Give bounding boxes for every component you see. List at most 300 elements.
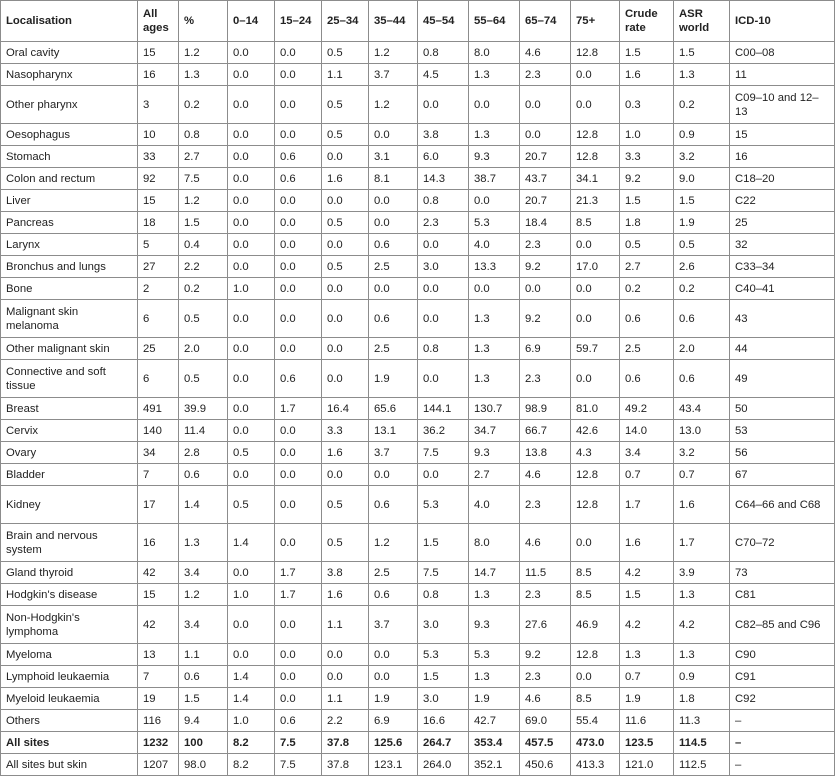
table-cell: 0.0 xyxy=(369,666,418,688)
table-cell: 0.0 xyxy=(369,190,418,212)
table-cell: 0.9 xyxy=(674,124,730,146)
table-cell: 6.9 xyxy=(369,710,418,732)
row-label: Stomach xyxy=(1,146,138,168)
table-cell: 0.0 xyxy=(418,278,469,300)
table-cell: 9.0 xyxy=(674,168,730,190)
table-cell: 0.2 xyxy=(620,278,674,300)
table-cell: 0.0 xyxy=(228,86,275,124)
row-label: Nasopharynx xyxy=(1,64,138,86)
table-cell: 18.4 xyxy=(520,212,571,234)
table-cell: 38.7 xyxy=(469,168,520,190)
table-cell: 1.1 xyxy=(322,64,369,86)
table-row xyxy=(1,168,835,190)
table-cell: 50 xyxy=(730,398,835,420)
column-header: 15–24 xyxy=(275,1,322,42)
table-cell: 0.0 xyxy=(418,464,469,486)
table-cell: 0.0 xyxy=(571,360,620,398)
table-cell: C40–41 xyxy=(730,278,835,300)
table-cell: 1.3 xyxy=(179,524,228,562)
row-label: Other malignant skin xyxy=(1,338,138,360)
table-cell: 0.5 xyxy=(179,300,228,338)
table-cell: 0.0 xyxy=(322,338,369,360)
table-cell: 5.3 xyxy=(418,486,469,524)
table-cell: 1.5 xyxy=(418,666,469,688)
table-cell: 0.0 xyxy=(418,86,469,124)
table-cell: 0.0 xyxy=(571,64,620,86)
table-cell: 65.6 xyxy=(369,398,418,420)
table-cell: 1.2 xyxy=(369,42,418,64)
table-cell: 0.6 xyxy=(620,300,674,338)
table-cell: 2.6 xyxy=(674,256,730,278)
table-cell: 0.6 xyxy=(275,360,322,398)
column-header: All ages xyxy=(138,1,179,42)
table-cell: 1.6 xyxy=(674,486,730,524)
table-cell: 0.0 xyxy=(322,464,369,486)
table-cell: 3.2 xyxy=(674,146,730,168)
table-cell: 1.1 xyxy=(322,688,369,710)
table-cell: 353.4 xyxy=(469,732,520,754)
table-cell: 1.7 xyxy=(620,486,674,524)
table-cell: 0.0 xyxy=(228,168,275,190)
table-cell: 6 xyxy=(138,300,179,338)
row-label: Oesophagus xyxy=(1,124,138,146)
table-cell: 0.0 xyxy=(275,442,322,464)
table-cell: 13 xyxy=(138,644,179,666)
table-cell: 0.8 xyxy=(179,124,228,146)
table-cell: 13.0 xyxy=(674,420,730,442)
table-cell: 7.5 xyxy=(275,732,322,754)
table-cell: 0.0 xyxy=(322,278,369,300)
table-row xyxy=(1,42,835,64)
table-cell: 2.7 xyxy=(179,146,228,168)
table-cell: 0.7 xyxy=(620,666,674,688)
table-cell: 2.2 xyxy=(179,256,228,278)
table-cell: 15 xyxy=(730,124,835,146)
table-cell: 33 xyxy=(138,146,179,168)
table-cell: C82–85 and C96 xyxy=(730,606,835,644)
table-row xyxy=(1,190,835,212)
row-label: Oral cavity xyxy=(1,42,138,64)
table-cell: 9.3 xyxy=(469,606,520,644)
column-header: 65–74 xyxy=(520,1,571,42)
table-cell: 3.2 xyxy=(674,442,730,464)
table-cell: 11.6 xyxy=(620,710,674,732)
row-label: Breast xyxy=(1,398,138,420)
row-label: Myeloma xyxy=(1,644,138,666)
table-cell: 1.6 xyxy=(620,524,674,562)
table-cell: 0.0 xyxy=(275,420,322,442)
table-cell: 1.5 xyxy=(179,688,228,710)
table-cell: 0.0 xyxy=(369,278,418,300)
table-cell: 0.0 xyxy=(275,666,322,688)
table-cell: 42 xyxy=(138,562,179,584)
table-cell: 0.0 xyxy=(418,300,469,338)
table-cell: 0.0 xyxy=(369,644,418,666)
table-cell: 1.5 xyxy=(418,524,469,562)
table-cell: 1.6 xyxy=(322,442,369,464)
table-cell: 81.0 xyxy=(571,398,620,420)
row-label: Cervix xyxy=(1,420,138,442)
table-cell: 15 xyxy=(138,190,179,212)
table-cell: 1.4 xyxy=(228,524,275,562)
table-cell: 3.7 xyxy=(369,64,418,86)
table-cell: 27.6 xyxy=(520,606,571,644)
table-cell: 49.2 xyxy=(620,398,674,420)
table-cell: C33–34 xyxy=(730,256,835,278)
table-cell: C22 xyxy=(730,190,835,212)
table-cell: 352.1 xyxy=(469,754,520,776)
table-cell: 1.7 xyxy=(275,584,322,606)
table-cell: 413.3 xyxy=(571,754,620,776)
table-cell: 2.7 xyxy=(469,464,520,486)
table-cell: 1.6 xyxy=(322,168,369,190)
table-row xyxy=(1,644,835,666)
table-cell: 14.0 xyxy=(620,420,674,442)
row-label: Larynx xyxy=(1,234,138,256)
table-cell: 0.6 xyxy=(179,464,228,486)
table-cell: 4.2 xyxy=(620,562,674,584)
table-cell: 0.0 xyxy=(228,300,275,338)
table-cell: 0.2 xyxy=(179,278,228,300)
table-cell: 3.8 xyxy=(322,562,369,584)
table-cell: C64–66 and C68 xyxy=(730,486,835,524)
table-row xyxy=(1,146,835,168)
table-cell: 1.3 xyxy=(620,644,674,666)
table-cell: 8.5 xyxy=(571,688,620,710)
table-cell: 7.5 xyxy=(418,442,469,464)
table-cell: 0.5 xyxy=(322,42,369,64)
table-cell: 37.8 xyxy=(322,754,369,776)
column-header: 35–44 xyxy=(369,1,418,42)
table-cell: 0.6 xyxy=(179,666,228,688)
table-cell: 11.3 xyxy=(674,710,730,732)
table-cell: 0.0 xyxy=(228,398,275,420)
table-cell: 1.9 xyxy=(369,360,418,398)
table-cell: 69.0 xyxy=(520,710,571,732)
table-cell: 0.5 xyxy=(228,442,275,464)
row-label: Lymphoid leukaemia xyxy=(1,666,138,688)
table-cell: 0.5 xyxy=(322,486,369,524)
table-cell: 25 xyxy=(138,338,179,360)
table-row xyxy=(1,584,835,606)
table-row xyxy=(1,562,835,584)
column-header: Crude rate xyxy=(620,1,674,42)
table-cell: 125.6 xyxy=(369,732,418,754)
table-cell: – xyxy=(730,754,835,776)
table-cell: 1.3 xyxy=(469,124,520,146)
row-label: Ovary xyxy=(1,442,138,464)
table-cell: 1.6 xyxy=(620,64,674,86)
table-cell: 0.0 xyxy=(228,606,275,644)
table-cell: 1.5 xyxy=(674,42,730,64)
table-cell: 0.0 xyxy=(322,360,369,398)
table-cell: 1.3 xyxy=(469,584,520,606)
table-cell: 17.0 xyxy=(571,256,620,278)
column-header: ASR world xyxy=(674,1,730,42)
table-cell: 2.0 xyxy=(179,338,228,360)
table-row xyxy=(1,732,835,754)
table-cell: 1.6 xyxy=(322,584,369,606)
table-cell: 0.5 xyxy=(322,124,369,146)
table-cell: 0.0 xyxy=(228,124,275,146)
column-header: ICD-10 xyxy=(730,1,835,42)
table-cell: 0.6 xyxy=(369,300,418,338)
table-cell: 0.0 xyxy=(469,278,520,300)
table-cell: 1.9 xyxy=(369,688,418,710)
table-cell: 1.3 xyxy=(674,644,730,666)
table-cell: 13.1 xyxy=(369,420,418,442)
table-cell: 4.6 xyxy=(520,688,571,710)
table-cell: 13.8 xyxy=(520,442,571,464)
table-cell: 123.1 xyxy=(369,754,418,776)
table-cell: 5.3 xyxy=(469,644,520,666)
row-label: Connective and soft tissue xyxy=(1,360,138,398)
table-cell: C91 xyxy=(730,666,835,688)
table-cell: 6.0 xyxy=(418,146,469,168)
table-cell: 11.5 xyxy=(520,562,571,584)
table-cell: 17 xyxy=(138,486,179,524)
table-cell: 21.3 xyxy=(571,190,620,212)
table-row xyxy=(1,420,835,442)
table-cell: 3 xyxy=(138,86,179,124)
table-cell: 12.8 xyxy=(571,146,620,168)
table-cell: 7.5 xyxy=(275,754,322,776)
table-cell: 0.0 xyxy=(275,486,322,524)
table-cell: 0.0 xyxy=(571,234,620,256)
table-cell: 4.3 xyxy=(571,442,620,464)
table-cell: 114.5 xyxy=(674,732,730,754)
table-cell: 10 xyxy=(138,124,179,146)
row-label: Brain and nervous system xyxy=(1,524,138,562)
table-cell: 0.5 xyxy=(322,86,369,124)
table-cell: 1.0 xyxy=(228,710,275,732)
table-cell: 7 xyxy=(138,464,179,486)
table-cell: 1.7 xyxy=(275,562,322,584)
table-cell: C90 xyxy=(730,644,835,666)
table-cell: 43.7 xyxy=(520,168,571,190)
table-cell: 1.7 xyxy=(674,524,730,562)
table-body xyxy=(1,42,835,776)
table-cell: 14.3 xyxy=(418,168,469,190)
table-row xyxy=(1,212,835,234)
table-cell: 0.5 xyxy=(620,234,674,256)
table-cell: C70–72 xyxy=(730,524,835,562)
table-cell: 20.7 xyxy=(520,190,571,212)
table-cell: 0.0 xyxy=(322,146,369,168)
table-row xyxy=(1,278,835,300)
table-cell: 12.8 xyxy=(571,486,620,524)
table-cell: 67 xyxy=(730,464,835,486)
table-cell: 0.7 xyxy=(674,464,730,486)
table-cell: 0.5 xyxy=(322,212,369,234)
column-header: % xyxy=(179,1,228,42)
table-cell: 2.2 xyxy=(322,710,369,732)
table-cell: 0.7 xyxy=(620,464,674,486)
table-cell: 92 xyxy=(138,168,179,190)
table-cell: 4.5 xyxy=(418,64,469,86)
table-cell: 4.6 xyxy=(520,464,571,486)
table-row xyxy=(1,360,835,398)
table-cell: 0.0 xyxy=(275,86,322,124)
table-row xyxy=(1,464,835,486)
table-cell: 4.6 xyxy=(520,524,571,562)
table-row xyxy=(1,486,835,524)
table-cell: 98.0 xyxy=(179,754,228,776)
table-cell: C09–10 and 12–13 xyxy=(730,86,835,124)
table-cell: 0.0 xyxy=(520,124,571,146)
table-cell: 1.9 xyxy=(674,212,730,234)
table-cell: 44 xyxy=(730,338,835,360)
table-cell: 8.2 xyxy=(228,754,275,776)
table-cell: 73 xyxy=(730,562,835,584)
table-cell: 0.0 xyxy=(275,300,322,338)
table-cell: 2.0 xyxy=(674,338,730,360)
table-cell: 0.0 xyxy=(571,524,620,562)
row-label: Bronchus and lungs xyxy=(1,256,138,278)
table-cell: 39.9 xyxy=(179,398,228,420)
table-cell: 7.5 xyxy=(179,168,228,190)
table-cell: 121.0 xyxy=(620,754,674,776)
table-row xyxy=(1,524,835,562)
table-cell: 3.9 xyxy=(674,562,730,584)
table-cell: 4.0 xyxy=(469,486,520,524)
table-cell: 2.5 xyxy=(369,338,418,360)
table-cell: 9.4 xyxy=(179,710,228,732)
table-row xyxy=(1,442,835,464)
table-cell: 46.9 xyxy=(571,606,620,644)
column-header: 75+ xyxy=(571,1,620,42)
table-cell: 2.5 xyxy=(369,256,418,278)
table-cell: 12.8 xyxy=(571,464,620,486)
table-cell: 0.2 xyxy=(179,86,228,124)
table-cell: 12.8 xyxy=(571,644,620,666)
table-cell: 98.9 xyxy=(520,398,571,420)
table-cell: 19 xyxy=(138,688,179,710)
table-cell: 1.0 xyxy=(228,584,275,606)
table-cell: 100 xyxy=(179,732,228,754)
table-cell: 0.0 xyxy=(469,190,520,212)
table-cell: 0.6 xyxy=(369,234,418,256)
table-cell: 37.8 xyxy=(322,732,369,754)
table-cell: 0.6 xyxy=(275,710,322,732)
table-cell: 4.2 xyxy=(620,606,674,644)
table-cell: 11 xyxy=(730,64,835,86)
table-cell: 16 xyxy=(730,146,835,168)
row-label: Pancreas xyxy=(1,212,138,234)
row-label: Colon and rectum xyxy=(1,168,138,190)
row-label: Gland thyroid xyxy=(1,562,138,584)
table-cell: 18 xyxy=(138,212,179,234)
table-cell: 0.5 xyxy=(322,256,369,278)
table-cell: 0.0 xyxy=(275,42,322,64)
table-cell: 1.1 xyxy=(322,606,369,644)
table-row xyxy=(1,754,835,776)
table-row xyxy=(1,234,835,256)
table-cell: 3.8 xyxy=(418,124,469,146)
table-cell: 1.0 xyxy=(228,278,275,300)
table-cell: 5.3 xyxy=(469,212,520,234)
table-cell: 0.0 xyxy=(469,86,520,124)
table-cell: 42.7 xyxy=(469,710,520,732)
table-cell: 0.0 xyxy=(228,256,275,278)
row-label: Non-Hodgkin's lymphoma xyxy=(1,606,138,644)
table-cell: 0.3 xyxy=(620,86,674,124)
table-cell: 16 xyxy=(138,524,179,562)
table-cell: 2.3 xyxy=(520,584,571,606)
table-cell: 4.6 xyxy=(520,42,571,64)
table-cell: 34 xyxy=(138,442,179,464)
table-cell: 1.4 xyxy=(179,486,228,524)
table-cell: 1.3 xyxy=(469,360,520,398)
table-cell: 14.7 xyxy=(469,562,520,584)
table-cell: 34.1 xyxy=(571,168,620,190)
table-cell: 8.2 xyxy=(228,732,275,754)
table-cell: 0.0 xyxy=(228,420,275,442)
table-cell: 140 xyxy=(138,420,179,442)
table-cell: 0.9 xyxy=(674,666,730,688)
table-cell: 7.5 xyxy=(418,562,469,584)
table-cell: 2.8 xyxy=(179,442,228,464)
table-row xyxy=(1,64,835,86)
table-row xyxy=(1,338,835,360)
table-cell: 16.6 xyxy=(418,710,469,732)
table-cell: 1.8 xyxy=(620,212,674,234)
table-cell: 1232 xyxy=(138,732,179,754)
table-cell: 0.4 xyxy=(179,234,228,256)
table-cell: 0.0 xyxy=(228,464,275,486)
table-cell: 0.0 xyxy=(275,338,322,360)
column-header: 0–14 xyxy=(228,1,275,42)
table-cell: 0.0 xyxy=(228,338,275,360)
table-cell: C00–08 xyxy=(730,42,835,64)
table-cell: 0.6 xyxy=(275,168,322,190)
header-row xyxy=(1,1,835,42)
table-cell: 43.4 xyxy=(674,398,730,420)
table-cell: 0.0 xyxy=(418,360,469,398)
table-cell: 0.0 xyxy=(228,146,275,168)
table-cell: 0.0 xyxy=(571,666,620,688)
table-cell: 0.6 xyxy=(275,146,322,168)
table-cell: 8.1 xyxy=(369,168,418,190)
table-cell: 491 xyxy=(138,398,179,420)
table-cell: 2.5 xyxy=(369,562,418,584)
table-cell: 1.5 xyxy=(620,42,674,64)
table-cell: 9.2 xyxy=(620,168,674,190)
table-cell: 123.5 xyxy=(620,732,674,754)
table-cell: 1.2 xyxy=(369,86,418,124)
table-cell: 0.0 xyxy=(275,212,322,234)
table-cell: 0.0 xyxy=(275,278,322,300)
table-cell: 0.0 xyxy=(275,234,322,256)
table-cell: 3.7 xyxy=(369,606,418,644)
table-cell: 1.3 xyxy=(469,64,520,86)
table-row xyxy=(1,606,835,644)
table-cell: 0.0 xyxy=(275,644,322,666)
table-cell: 0.0 xyxy=(520,86,571,124)
table-cell: 0.5 xyxy=(674,234,730,256)
table-cell: 0.0 xyxy=(322,666,369,688)
table-cell: 12.8 xyxy=(571,42,620,64)
table-cell: 0.0 xyxy=(275,524,322,562)
row-label: Others xyxy=(1,710,138,732)
table-cell: 3.4 xyxy=(179,606,228,644)
table-cell: 2.5 xyxy=(620,338,674,360)
table-cell: 112.5 xyxy=(674,754,730,776)
table-cell: 1.3 xyxy=(469,666,520,688)
table-cell: 3.0 xyxy=(418,256,469,278)
table-cell: 1.9 xyxy=(620,688,674,710)
table-cell: 0.0 xyxy=(322,644,369,666)
